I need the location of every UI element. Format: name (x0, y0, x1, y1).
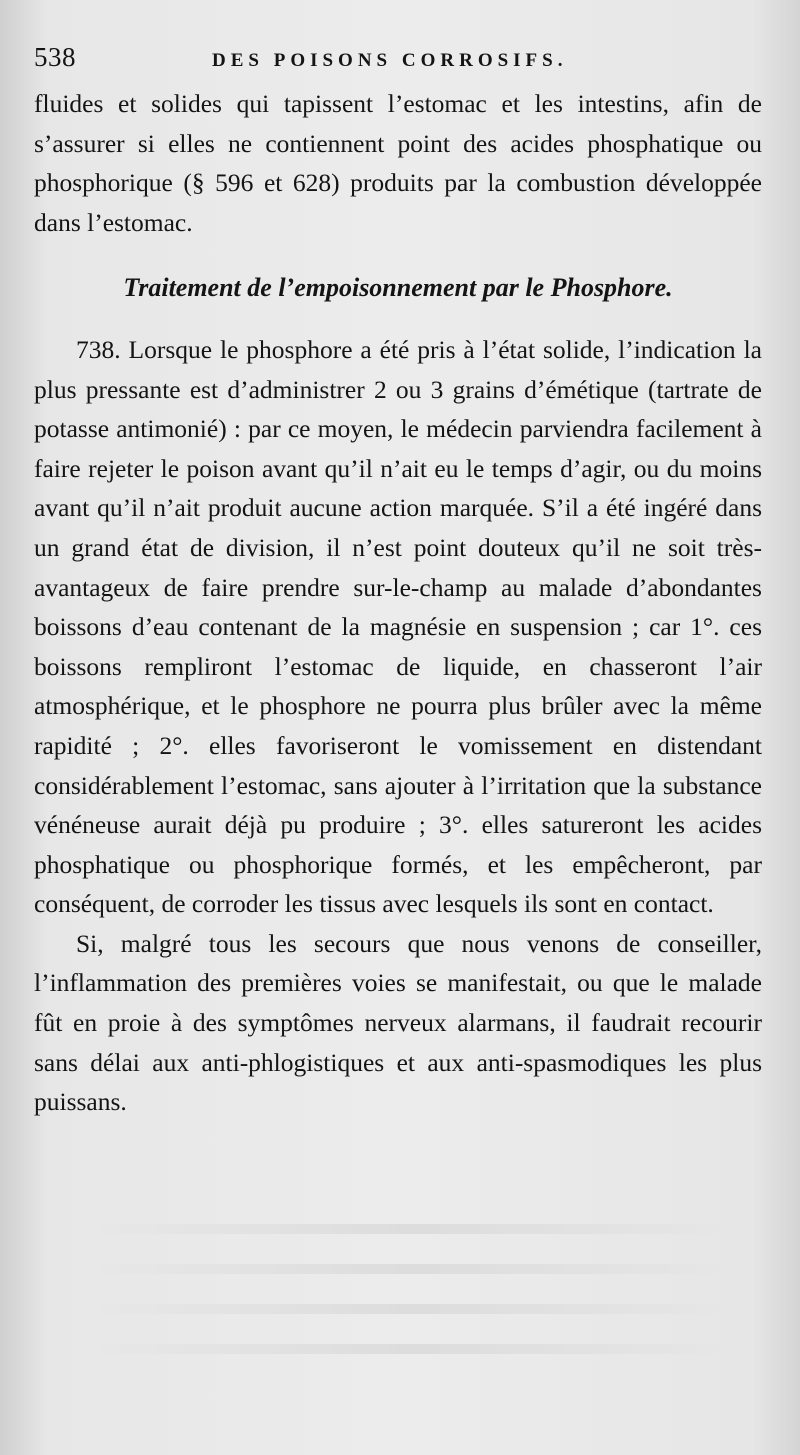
page-number: 538 (34, 42, 76, 72)
show-through-line (90, 1304, 730, 1314)
body-text (34, 84, 762, 1122)
section-heading: Traitement de l’empoisonnement par le Phosphore. (123, 273, 673, 303)
show-through-texture (0, 1200, 800, 1455)
continued-paragraph: fluides et solides qui tapissent l’estomac et les intestins, afin de s’assurer si elles ne contiennent point des acides phosphatique ou phosphorique (§ 596 et 628) produits par la combustion développée dans l’estomac. (34, 89, 762, 237)
paragraph-inflammation: Si, malgré tous les secours que nous venons de conseiller, l’inflammation des premières voies se manifestait, ou que le malade fût en proie à des symptômes nerveux alarmans, il faudrait recourir sans délai aux anti-phlogistiques et aux anti-spasmodiques les plus puissans. (34, 928, 762, 1117)
page-header (34, 42, 774, 82)
show-through-line (90, 1264, 730, 1274)
show-through-line (90, 1344, 730, 1354)
paragraph-738: 738. Lorsque le phosphore a été pris à l’état solide, l’indication la plus pressante est d’administrer 2 ou 3 grains d’émétique (tartrate de potasse antimonié) : par ce moyen, le médecin parviendra facilement à faire rejeter le poison avant qu’il n’ait eu le temps d’agir, ou du moins avant qu’il n’ait produit aucune action marquée. S’il a été ingéré dans un grand état de division, il n’est point douteux qu’il ne soit très-avantageux de faire prendre sur-le-champ au malade d’abondantes boissons d’eau contenant de la magnésie en suspension ; car 1°. ces boissons rempliront l’estomac de liquide, en chasseront l’air atmosphérique, et le phosphore ne pourra plus brûler avec la même rapidité ; 2°. elles favoriseront le vomissement en distendant considérablement l’estomac, sans ajouter à l’irritation que la substance vénéneuse aurait déjà pu produire ; 3°. elles satureront les acides phosphatique ou phosphorique formés, et les empêcheront, par conséquent, de corroder les tissus avec lesquels ils sont en contact. (34, 334, 762, 919)
running-title: DES POISONS CORROSIFS. (212, 50, 568, 71)
show-through-line (90, 1224, 730, 1234)
